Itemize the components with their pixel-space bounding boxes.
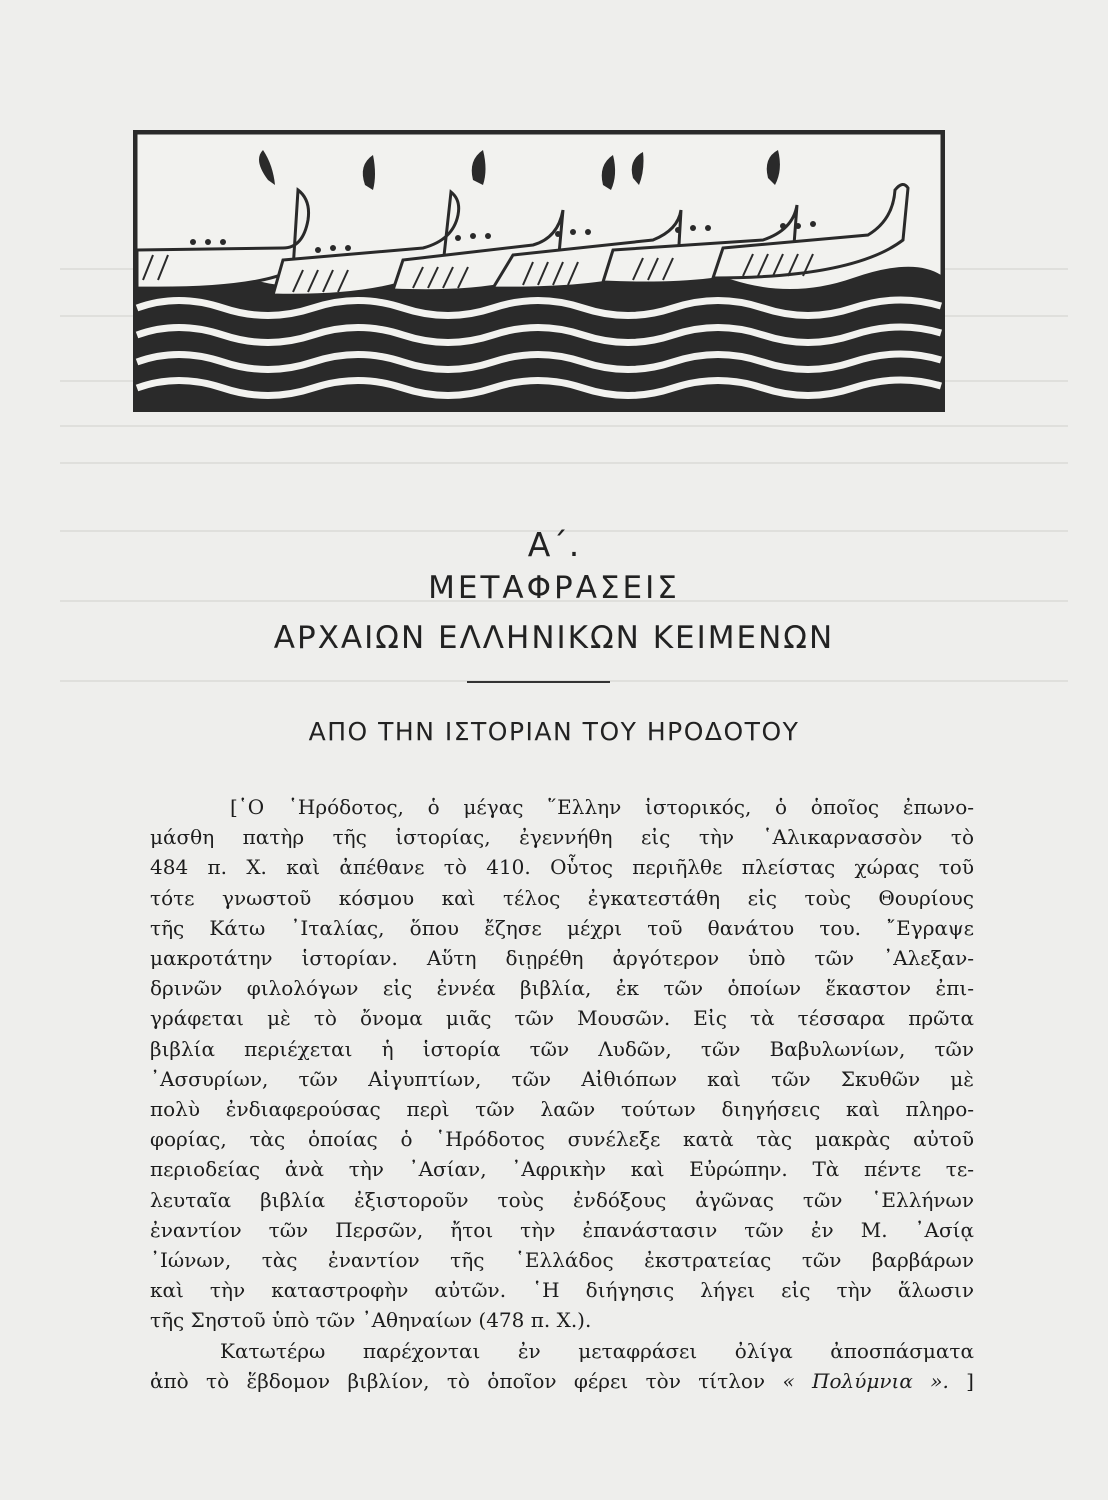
section-title-line-1: ΜΕΤΑΦΡΑΣΕΙΣ [428, 570, 680, 606]
body-line: περιοδείας ἀνὰ τὴν ᾿Ασίαν, ᾿Αφρικὴν καὶ Εὐρώπην. Τὰ πέντε τε- [150, 1157, 974, 1182]
body-line: ᾿Ασσυρίων, τῶν Αἰγυπτίων, τῶν Αἰθιόπων καὶ τῶν Σκυθῶν μὲ [150, 1066, 974, 1091]
body-line: [῾Ο ῾Ηρόδοτος, ὁ μέγας ῞Ελλην ἱστορικός, ὁ ὁποῖος ἐπωνο- [230, 795, 974, 819]
body-line-final [150, 1366, 974, 1396]
body-line: δρινῶν φιλολόγων εἰς ἐννέα βιβλία, ἐκ τῶν ὁποίων ἕκαστον ἐπι- [150, 976, 974, 1001]
section-letter: Α΄. [527, 525, 581, 564]
woodcut-ships-on-waves-icon [133, 130, 945, 412]
body-line: τῆς Κάτω ᾿Ιταλίας, ὅπου ἔζησε μέχρι τοῦ θανάτου του. ῎Εγραψε [150, 915, 974, 940]
body-line: γράφεται μὲ τὸ ὄνομα μιᾶς τῶν Μουσῶν. Εἰς τὰ τέσσαρα πρῶτα [150, 1006, 974, 1031]
body-line: φορίας, τὰς ὁποίας ὁ ῾Ηρόδοτος συνέλεξε κατὰ τὰς μακρὰς αὐτοῦ [150, 1127, 974, 1152]
body-line: καὶ τὴν καταστροφὴν αὐτῶν. ῾Η διήγησις λήγει εἰς τὴν ἅλωσιν [150, 1278, 974, 1303]
bleed-through-line [60, 462, 1068, 464]
section-title-line-2: ΑΡΧΑΙΩΝ ΕΛΛΗΝΙΚΩΝ ΚΕΙΜΕΝΩΝ [273, 620, 835, 656]
body-line: μακροτάτην ἱστορίαν. Αὕτη διῃρέθη ἀργότερον ὑπὸ τῶν ᾿Αλεξαν- [150, 946, 974, 971]
body-line: 484 π. Χ. καὶ ἀπέθανε τὸ 410. Οὗτος περιῆλθε πλείστας χώρας τοῦ [150, 855, 974, 880]
closing-bracket: ] [948, 1368, 974, 1393]
book-title-polymnia: « Πολύμνια ». [782, 1368, 949, 1393]
body-line: πολὺ ἐνδιαφερούσας περὶ τῶν λαῶν τούτων διηγήσεις καὶ πληρο- [150, 1097, 974, 1122]
introduction-paragraph [150, 792, 974, 1396]
body-line: ᾿Ιώνων, τὰς ἐναντίον τῆς ῾Ελλάδος ἐκστρατείας τῶν βαρβάρων [150, 1248, 974, 1273]
body-line: ἐναντίον τῶν Περσῶν, ἤτοι τὴν ἐπανάστασιν τῶν ἐν Μ. ᾿Ασίᾳ [150, 1217, 974, 1242]
body-line: μάσθη πατὴρ τῆς ἱστορίας, ἐγεννήθη εἰς τὴν ῾Αλικαρνασσὸν τὸ [150, 825, 974, 850]
section-subtitle: ΑΠΟ ΤΗΝ ΙΣΤΟΡΙΑΝ ΤΟΥ ΗΡΟΔΟΤΟΥ [308, 717, 800, 746]
body-line: τότε γνωστοῦ κόσμου καὶ τέλος ἐγκατεστάθη εἰς τοὺς Θουρίους [150, 885, 974, 910]
final-line-text: ἀπὸ τὸ ἕβδομον βιβλίον, τὸ ὁποῖον φέρει τὸν τίτλον [150, 1368, 766, 1393]
body-line: τῆς Σηστοῦ ὑπὸ τῶν ᾿Αθηναίων (478 π. Χ.). [150, 1308, 592, 1333]
body-line: Κατωτέρω παρέχονται ἐν μεταφράσει ὀλίγα ἀποσπάσματα [220, 1338, 974, 1363]
bleed-through-line [60, 425, 1068, 427]
body-line: λευταῖα βιβλία ἐξιστοροῦν τοὺς ἐνδόξους ἀγῶνας τῶν ῾Ελλήνων [150, 1187, 974, 1212]
title-divider [467, 681, 610, 683]
body-line: βιβλία περιέχεται ἡ ἱστορία τῶν Λυδῶν, τῶν Βαβυλωνίων, τῶν [150, 1036, 974, 1061]
